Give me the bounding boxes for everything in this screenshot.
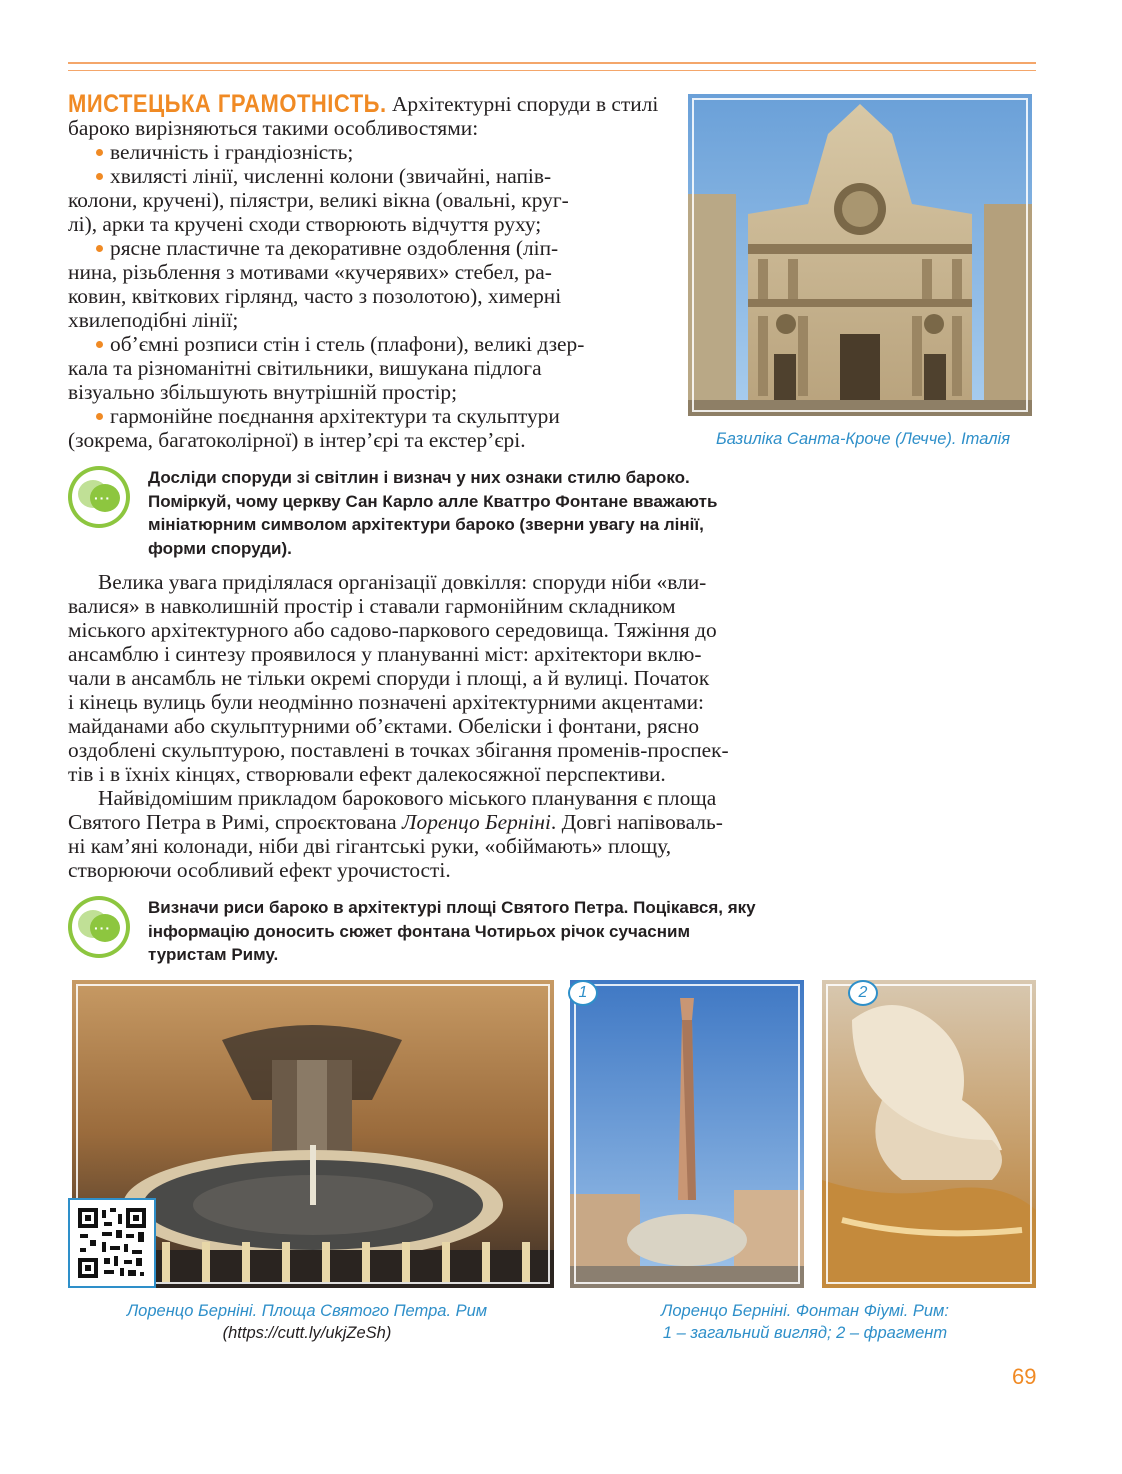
bullet-icon: [96, 413, 103, 420]
photo-border: [692, 98, 1028, 412]
list-item: об’ємні розписи стін і стель (плафони), великі дзер-: [68, 332, 672, 356]
bullet-icon: [96, 149, 103, 156]
list-item: хвилясті лінії, численні колони (звичайні, напів-: [68, 164, 672, 188]
list-item: гармонійне поєднання архітектури та скульптури: [68, 404, 672, 428]
list-line: колони, кручені), пілястри, великі вікна (овальні, круг-: [68, 188, 569, 212]
photo-border: [574, 984, 800, 1284]
task-block-1: [68, 466, 838, 562]
list-line: нина, різьблення з мотивами «кучерявих» стебел, ра-: [68, 260, 552, 284]
photo-border: [826, 984, 1032, 1284]
fountain-general-photo: [570, 980, 804, 1288]
discussion-icon: ···: [68, 466, 130, 528]
square-caption: Лоренцо Берніні. Площа Святого Петра. Рим (https://cutt.ly/ukjZeSh): [72, 1300, 542, 1344]
photo-number-badge: 1: [568, 980, 598, 1006]
intro-section: [68, 89, 672, 452]
section-heading: МИСТЕЦЬКА ГРАМОТНІСТЬ.: [68, 89, 387, 118]
list-item: величність і грандіозність;: [68, 140, 672, 164]
list-line: хвилеподібні лінії;: [68, 308, 239, 332]
task-block-2: [68, 896, 838, 968]
qr-code[interactable]: [68, 1198, 156, 1288]
list-line: (зокрема, багатоколірної) в інтер’єрі та екстер’єрі.: [68, 428, 526, 452]
basilica-caption: Базиліка Санта-Кроче (Лечче). Італія: [715, 430, 1011, 448]
square-link[interactable]: (https://cutt.ly/ukjZeSh): [222, 1324, 392, 1342]
fountain-caption: Лоренцо Берніні. Фонтан Фіумі. Рим: 1 – загальний вигляд; 2 – фрагмент: [661, 1302, 949, 1342]
lead-first: Архітектурні споруди в стилі: [391, 92, 659, 116]
list-line: кала та різноманітні світильники, вишукана підлога: [68, 356, 542, 380]
bullet-icon: [96, 341, 103, 348]
top-rule: [68, 62, 1036, 64]
list-line: лі), арки та кручені сходи створюють відчуття руху;: [68, 212, 542, 236]
task-1-text: Досліди споруди зі світлин і визнач у них ознаки стилю бароко. Поміркуй, чому церкву Сан Карло алле Кваттро Фонтане вважають мініатюрним символом архітектури бароко (зверни увагу на лінії, форми споруди).: [148, 468, 718, 558]
task-2-text: Визначи риси бароко в архітектурі площі Святого Петра. Поцікався, яку інформацію доносить сюжет фонтана Чотирьох річок сучасним туристам Риму.: [148, 898, 756, 964]
list-item: рясне пластичне та декоративне оздоблення (ліп-: [68, 236, 672, 260]
lead-second: бароко вирізняються такими особливостями:: [68, 116, 479, 140]
photo-number-badge: 2: [848, 980, 878, 1006]
basilica-photo: [688, 94, 1032, 416]
architect-name: Лоренцо Берніні: [402, 810, 551, 834]
discussion-icon: ···: [68, 896, 130, 958]
feature-list: [68, 140, 672, 452]
qr-code-icon: [76, 1206, 148, 1280]
bullet-icon: [96, 173, 103, 180]
fountain-fragment-photo: [822, 980, 1036, 1288]
top-rule-thin: [68, 70, 1036, 71]
list-line: візуально збільшують внутрішній простір;: [68, 380, 458, 404]
bullet-icon: [96, 245, 103, 252]
list-line: ковин, квіткових гірлянд, часто з позолотою), химерні: [68, 284, 562, 308]
page-number: 69: [1012, 1364, 1037, 1389]
paragraph-st-peter: Найвідомішим прикладом барокового міського планування є площа Святого Петра в Римі, спроєктована Лоренцо Берніні. Довгі напівоваль- ні кам’яні колонади, ніби дві гігантські руки, «обіймають» площу, створюючи особливий ефект урочистості.: [68, 786, 723, 882]
paragraph-environment: Велика увага приділялася організації довкілля: споруди ніби «вли- валися» в навколишній простір і ставали гармонійним складником міського архітектурного або садово-паркового середовища. Тяжіння до ансамблю і синтезу проявилося у плануванні міст: архітектори вклю- чали в ансамбль не тільки окремі споруди і площі, а й вулиці. Початок і кінець вулиць були неодмінно позначені архітектурними акцентами: майданами або скульптурними об’єктами. Обеліски і фонтани, рясно оздоблені скульптурою, поставлені в точках збігання променів-проспек- тів і в їхніх кінцях, створювали ефект далекосяжної перспективи.: [68, 570, 729, 786]
